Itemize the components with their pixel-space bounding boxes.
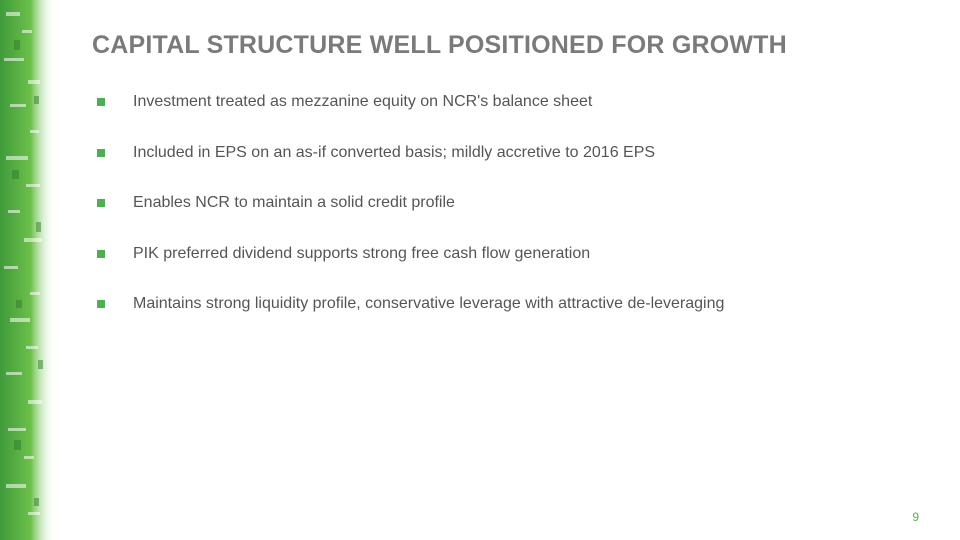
bullet-text: Included in EPS on an as-if converted basis; mildly accretive to 2016 EPS: [133, 143, 656, 161]
bullet-text: Maintains strong liquidity profile, conservative leverage with attractive de-leveraging: [133, 295, 725, 312]
square-bullet-icon: [97, 149, 105, 157]
square-bullet-icon: [97, 199, 105, 207]
square-bullet-icon: [97, 98, 105, 106]
bullet-text: Enables NCR to maintain a solid credit profile: [133, 194, 455, 211]
bullet-text: PIK preferred dividend supports strong free cash flow generation: [133, 244, 591, 262]
square-bullet-icon: [97, 250, 105, 258]
page-number: 9: [912, 510, 919, 524]
square-bullet-icon: [97, 300, 105, 308]
slide-title: CAPITAL STRUCTURE WELL POSITIONED FOR GROWTH: [92, 31, 787, 59]
decorative-green-strip: [0, 0, 56, 540]
bullet-text: Investment treated as mezzanine equity on NCR's balance sheet: [133, 93, 593, 110]
